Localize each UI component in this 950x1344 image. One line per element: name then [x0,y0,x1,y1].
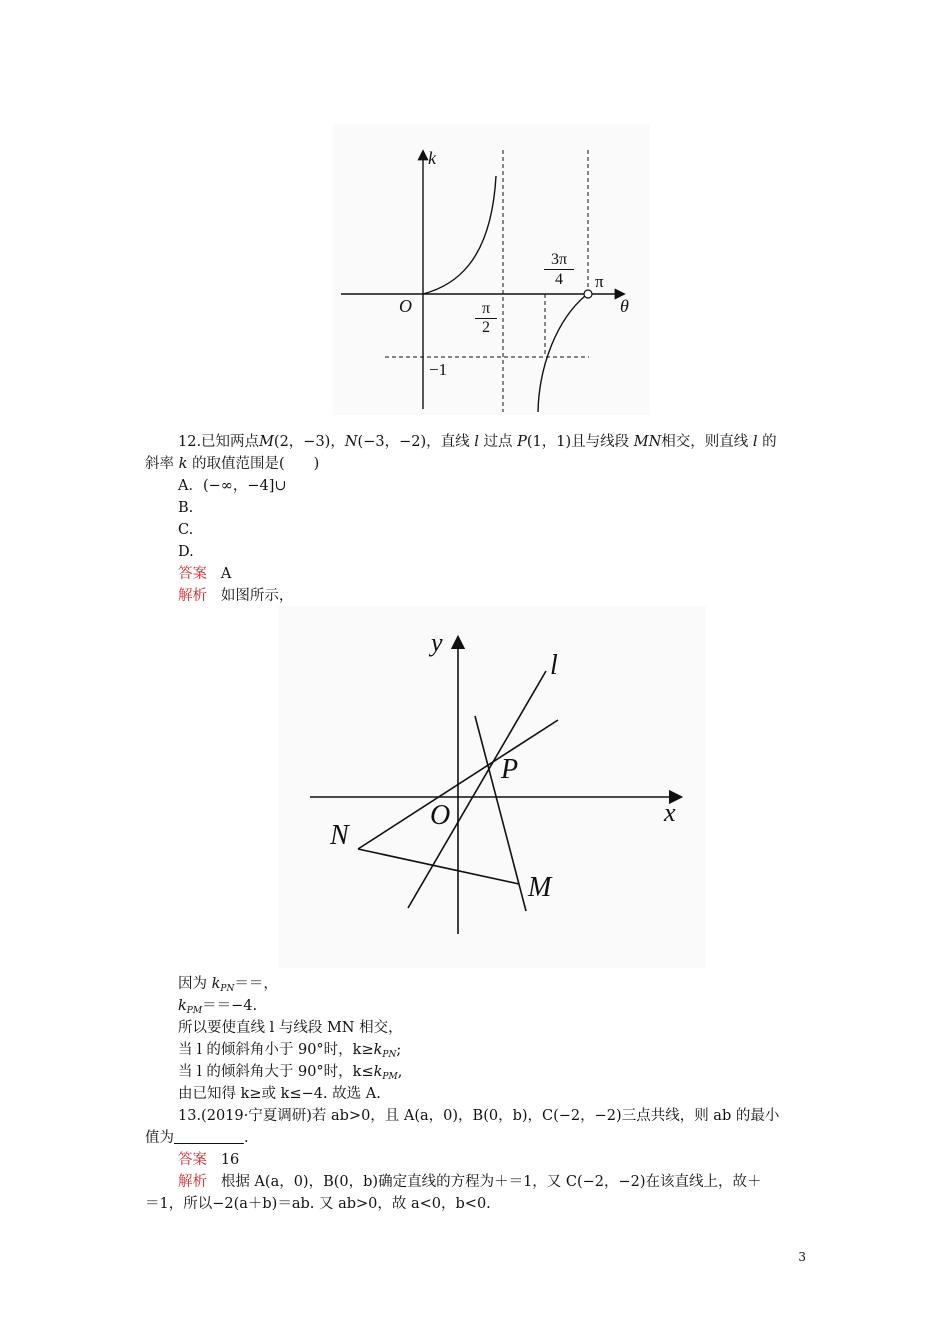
label-theta: θ [620,296,629,316]
k-pn: k [211,976,221,992]
case2-sub: PM [382,1072,398,1082]
n-coord: (−3，−2)，直线 [357,434,475,450]
line-l-2: l [752,434,758,450]
k-pm-sub: PM [186,1006,203,1016]
q13-analysis-text1: 根据 A(a，0)，B(0，b)确定直线的方程为＋＝1，又 C(−2，−2)在该直线上，故＋ [220,1174,762,1190]
q12-option-b: B. [178,500,194,516]
label-o: O [430,800,451,831]
k-pn-sub: PN [220,984,235,994]
q12-mid: 过点 [478,434,518,450]
q12-line1 [178,432,777,452]
q13-line2 [145,1128,249,1148]
answer-value: A [220,566,232,582]
case1-end: ; [396,1042,402,1058]
label-k: k [428,148,436,168]
label-x: x [664,798,676,827]
three-pi-four-numerator: 3π [544,250,574,270]
solution-case1: 当 l 的倾斜角小于 90°时，k≥ [178,1042,374,1058]
q12-end2: 的 [757,434,777,450]
q12-range-text: 的取值范围是( ) [187,456,320,472]
page-number: 3 [798,1250,806,1264]
q12-option-a: A．(−∞，−4]∪ [178,478,287,494]
case1-k: k [373,1042,383,1058]
q12-option-d: D. [178,544,194,560]
solution-because: 因为 [178,976,212,992]
q13-answer-value: 16 [220,1152,240,1168]
k-pm: k [178,998,187,1014]
curve-left-branch [423,176,496,294]
case1-sub: PN [382,1050,397,1060]
label-three-pi-four [544,250,574,289]
q12-option-c: C. [178,522,194,538]
q13-line1: 13.(2019·宁夏调研)若 ab>0，且 A(a，0)，B(0，b)，C(−2，−2)三点共线，则 ab 的最小 [178,1108,780,1124]
q13-value-of: 值为 [145,1130,174,1146]
solution-case2: 当 l 的倾斜角大于 90°时，k≤ [178,1064,374,1080]
label-origin: O [399,296,412,316]
label-pi-half [475,300,497,337]
label-pi: π [595,272,604,291]
q13-period: . [244,1130,249,1146]
k-pn-value: ＝＝， [234,976,278,992]
segment-mn: MN [633,434,662,450]
label-minus-one: −1 [429,360,448,379]
three-pi-four-denominator: 4 [555,271,563,288]
answer-blank [174,1129,244,1144]
q13-analysis [178,1172,762,1192]
label-m: M [528,872,552,903]
q13-analysis-label: 解析 [178,1174,207,1190]
point-p: P [517,434,527,450]
open-point-pi [584,290,592,298]
label-l: l [550,650,558,681]
pi-half-numerator: π [475,300,497,319]
p-coord: (1，1)且与线段 [526,434,634,450]
case2-k: k [373,1064,383,1080]
answer-label: 答案 [178,566,207,582]
q13-analysis-line2: ＝1，所以−2(a＋b)＝ab. 又 ab>0，故 a<0，b<0. [145,1196,491,1212]
line-l-1: l [474,434,479,450]
label-p: P [501,754,519,785]
q12-slope-text: 斜率 [145,456,179,472]
figure-slope-vs-angle [333,124,650,415]
k-pm-value: ＝＝−4. [202,998,258,1014]
point-n: N [344,434,358,450]
q12-answer [178,564,231,584]
label-y: y [431,628,443,657]
solution-line3: 所以要使直线 l 与线段 MN 相交， [178,1020,403,1036]
m-coord: (2，−3)， [273,434,345,450]
q12-end1: 相交，则直线 [661,434,753,450]
slope-k: k [178,456,188,472]
q13-answer [178,1150,239,1170]
q12-line2 [145,454,319,474]
q12-intro: 12.已知两点 [178,434,260,450]
label-n: N [330,820,349,851]
q13-answer-label: 答案 [178,1152,207,1168]
point-m: M [259,434,274,450]
line-l [408,671,546,908]
q12-analysis [178,586,293,606]
case2-end: , [397,1064,403,1080]
solution-line6: 由已知得 k≥或 k≤−4. 故选 A. [178,1086,381,1102]
figure-line-segment [278,606,706,968]
analysis-label: 解析 [178,588,207,604]
analysis-text: 如图所示， [220,588,294,604]
pi-half-denominator: 2 [482,319,490,336]
